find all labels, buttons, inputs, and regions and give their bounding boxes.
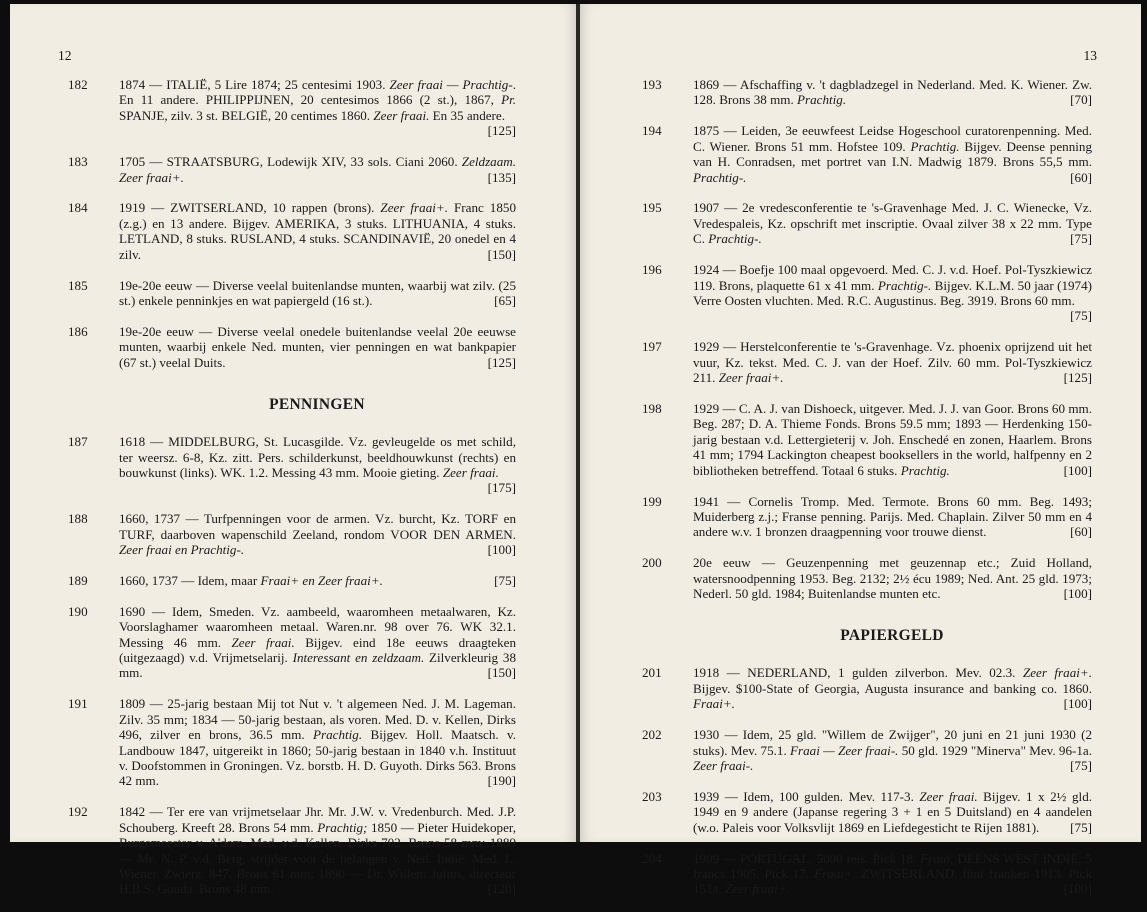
condition-grade: Zeer fraai+. bbox=[380, 200, 448, 216]
condition-grade: Prachtig-. bbox=[877, 277, 932, 293]
lot-description bbox=[119, 573, 516, 588]
lot-entry bbox=[68, 804, 516, 896]
description-text: 20e eeuw — Geuzenpenning met geuzennap etc.; Zuid Holland, watersnoodpenning 1953. Beg. 2132; 2½ écu 1989; Ned. Ant. 25 gld. 1973; Nederl. 50 gld. 1984; Buitenlandse munten etc. bbox=[693, 555, 1092, 602]
condition-grade: Zeer fraai+. bbox=[1022, 665, 1092, 681]
condition-grade: Zeer fraai+. bbox=[725, 881, 790, 897]
lot-number: 189 bbox=[68, 572, 88, 588]
lot-estimate: [75] bbox=[1070, 308, 1092, 324]
lot-entry bbox=[642, 77, 1092, 108]
lot-estimate: [190] bbox=[487, 773, 516, 789]
lot-entry bbox=[68, 573, 516, 588]
lot-number: 202 bbox=[642, 727, 662, 743]
lot-description bbox=[693, 123, 1092, 185]
right-page bbox=[580, 4, 1141, 897]
lot-description bbox=[693, 262, 1092, 324]
lot-estimate: [100] bbox=[1063, 696, 1092, 712]
lot-estimate: [65] bbox=[494, 292, 516, 308]
lot-number: 190 bbox=[68, 603, 88, 619]
lot-entry bbox=[68, 200, 516, 262]
condition-grade: Fraai+. bbox=[814, 866, 857, 882]
description-text: Bijgev. eind 18e eeuws draagteken (uitgezaagd) v.d. Vrijmetselarij. bbox=[119, 634, 517, 666]
lot-description bbox=[119, 200, 516, 262]
lot-number: 199 bbox=[642, 493, 662, 509]
description-text: 1909 — PORTUGAL, 5000 reis. Pick 18. bbox=[693, 850, 921, 866]
lot-estimate: [100] bbox=[487, 542, 516, 558]
description-text: 50 gld. 1929 "Minerva" Mev. 96-1a. bbox=[898, 742, 1092, 758]
description-text: 1809 — 25-jarig bestaan Mij tot Nut v. 't algemeen Ned. J. M. Lageman. Zilv. 35 mm; 1834 — 50-jarig bestaan, als voren. Med. D. v. Kellen, Dirks 496, zilver en brons, 36.5 mm. bbox=[119, 696, 516, 743]
lot-estimate: [75] bbox=[494, 572, 516, 588]
lot-estimate: [100] bbox=[1063, 586, 1092, 602]
description-text: 1660, 1737 — Idem, maar bbox=[119, 572, 261, 588]
condition-grade: Prachtig. bbox=[797, 92, 847, 108]
lot-description bbox=[693, 727, 1092, 773]
lot-number: 194 bbox=[642, 123, 662, 139]
lot-description bbox=[119, 154, 516, 185]
lot-number: 196 bbox=[642, 262, 662, 278]
lot-number: 187 bbox=[68, 434, 88, 450]
lot-number: 195 bbox=[642, 200, 662, 216]
description-text: 1869 — Afschaffing v. 't dagbladzegel in Nederland. Med. K. Wiener. Zw. 128. Brons 38 mm. bbox=[693, 77, 1092, 108]
condition-grade: Prachtig. bbox=[900, 462, 950, 478]
condition-grade: Zeer fraai. bbox=[373, 107, 430, 123]
book-spread bbox=[10, 4, 1141, 897]
condition-grade: Prachtig. bbox=[910, 138, 960, 154]
lot-entry bbox=[642, 200, 1092, 246]
condition-grade: Prachtig-. bbox=[708, 231, 762, 247]
lot-estimate: [75] bbox=[1070, 231, 1092, 247]
condition-grade: Prachtig. bbox=[313, 727, 363, 743]
condition-grade: Zeer fraai. bbox=[919, 788, 978, 804]
lot-number: 183 bbox=[68, 154, 88, 170]
description-text: 1929 — C. A. J. van Dishoeck, uitgever. Med. J. J. van Goor. Brons 60 mm. Beg. 287; D. A. Thieme Fonds. Brons 59.5 mm; 1893 — Herdenking 150-jarig bestaan v.d. Lettergieterij v. Joh. Enschedé en zonen, Haarlem. Brons 41 mm; 1794 Lackington cheapest booksellers in the world, halfpenny en 2 bibliotheken betreffend. Totaal 6 stuks. bbox=[693, 401, 1092, 478]
description-text: Franc 1850 (z.g.) en 13 andere. Bijgev. AMERIKA, 3 stuks. LITHUANIA, 4 stuks. LETLAND, 8 stuks. RUSLAND, 4 stuks. SCANDINAVIË, 20 onedel en 4 zilv. bbox=[119, 200, 516, 262]
lot-entry bbox=[642, 555, 1092, 601]
lot-entry bbox=[68, 278, 516, 309]
description-text: 1918 — NEDERLAND, 1 gulden zilverbon. Mev. 02.3. bbox=[693, 665, 1023, 681]
lot-entry bbox=[642, 851, 1092, 897]
condition-grade: Zeldzaam. Zeer fraai+. bbox=[119, 154, 516, 185]
description-text: DEENS WEST INDIË, 5 francs 1905. Pick 17. bbox=[693, 850, 1092, 882]
description-text: 19e-20e eeuw — Diverse veelal buitenlandse munten, waarbij wat zilv. (25 st.) enkele penninkjes en wat papiergeld (16 st.). bbox=[119, 277, 516, 308]
description-text: 1850 — Pieter Huidekoper, Burgemeester v. A'dam. Med. v.d. Kellen. Dirks 702. Brons 58 mm; 1889 — Mr. N. P. v.d. Berg, strijder voor de belangen v. Ned. Indië. Med. L. Wiener. Zwierz. 847. Brons 61 mm; 1890 — Dr. Willem Julius, directeur H.B.S. Gouda. Brons 48 mm. bbox=[119, 819, 516, 897]
lot-entry bbox=[642, 789, 1092, 835]
lot-description bbox=[693, 494, 1092, 540]
description-text: ZWITSERLAND, fünf franken 1913. Pick 151a. bbox=[693, 866, 1092, 897]
lot-description bbox=[119, 77, 516, 139]
lot-number: 182 bbox=[68, 77, 88, 92]
lot-entry bbox=[642, 339, 1092, 385]
lot-estimate: [150] bbox=[487, 246, 516, 262]
description-text: 1929 — Herstelconferentie te 's-Gravenhage. Vz. phoenix oprijzend uit het vuur, Kz. tekst. Med. C. J. van der Hoef. Zilv. 60 mm. Pol-Tyszkiewicz 211. bbox=[693, 339, 1092, 386]
lot-description bbox=[119, 434, 516, 496]
lot-entry bbox=[68, 434, 516, 496]
lot-entry bbox=[68, 154, 516, 185]
lot-number: 198 bbox=[642, 401, 662, 416]
description-text: En 35 andere. bbox=[429, 107, 505, 123]
description-text: 1690 — Idem, Smeden. Vz. aambeeld, waaromheen metaalwaren, Kz. Voorslaghamer waaromheen metaal. Waren.nr. 98 over 76. WK 32.1. Messing 46 mm. bbox=[119, 603, 516, 650]
lot-entry bbox=[642, 727, 1092, 773]
lot-estimate: [60] bbox=[1070, 524, 1092, 540]
condition-grade: Zeer fraai. bbox=[231, 634, 295, 650]
lot-description bbox=[119, 278, 516, 309]
lot-list bbox=[642, 77, 1092, 912]
lot-description bbox=[693, 555, 1092, 601]
condition-grade: Fraai+ en Zeer fraai+. bbox=[260, 572, 383, 588]
description-text: 1842 — Ter ere van vrijmetselaar Jhr. Mr. J.W. v. Vredenburch. Med. J.P. Schouberg. Kreeft 28. Brons 54 mm. bbox=[119, 804, 516, 835]
description-text: 1941 — Cornelis Tromp. Med. Termote. Brons 60 mm. Beg. 1493; Muiderberg z.j.; Franse penning. Parijs. Med. Chaplain. Zilver 50 mm en 4 andere w.v. 1 bronzen draagpenning voor trouwe dienst. bbox=[693, 493, 1092, 540]
lot-estimate: [150] bbox=[487, 665, 516, 681]
lot-description bbox=[693, 665, 1092, 711]
description-text: Bijgev. Holl. Maatsch. v. Landbouw 1847, uitgereikt in 1860; 50-jarig bestaan in 1840 v.h. Instituut v. Doofstommen in Groningen. Vz. borstb. H. D. Guyoth. Dirks 563. Brons 42 mm. bbox=[119, 727, 516, 789]
section-heading: PAPIERGELD bbox=[840, 627, 944, 645]
lot-description bbox=[693, 851, 1092, 897]
description-text: . En 11 andere. PHILIPPIJNEN, 20 centesimos 1866 (2 st.), 1867, bbox=[119, 77, 516, 108]
condition-grade: Prachtig-. bbox=[693, 169, 747, 185]
lot-entry bbox=[68, 77, 516, 139]
lot-entry bbox=[642, 401, 1092, 478]
condition-grade: Pr. bbox=[501, 92, 516, 108]
condition-grade: Interessant en zeldzaam. bbox=[292, 650, 425, 666]
lot-number: 192 bbox=[68, 804, 88, 820]
description-text: 1930 — Idem, 25 gld. "Willem de Zwijger", 20 juni en 21 juni 1930 (2 stuks). Mev. 75.1. bbox=[693, 727, 1092, 758]
left-page bbox=[10, 4, 576, 897]
description-text: 19e-20e eeuw — Diverse veelal onedele buitenlandse veelal 20e eeuwse munten, waarbij enkele Ned. munten, vier penningen en wat bankpapier (67 st.) veelal Duits. bbox=[119, 323, 516, 370]
lot-estimate: [100] bbox=[1063, 881, 1092, 897]
condition-grade: Zeer fraai en Prachtig-. bbox=[119, 542, 245, 558]
lot-estimate: [100] bbox=[1063, 462, 1092, 478]
lot-entry bbox=[68, 604, 516, 681]
lot-estimate: [120] bbox=[487, 881, 516, 897]
condition-grade: Fraai. bbox=[920, 850, 954, 866]
description-text: 1874 — ITALIË, 5 Lire 1874; 25 centesimi 1903. bbox=[119, 77, 390, 92]
condition-grade: Zeer fraai — Prachtig- bbox=[389, 77, 513, 92]
description-text: Bijgev. $100-State of Georgia, Augusta insurance and banking co. 1860. bbox=[693, 680, 1092, 696]
description-text: 1939 — Idem, 100 gulden. Mev. 117-3. bbox=[693, 788, 920, 804]
lot-entry bbox=[68, 324, 516, 370]
lot-entry bbox=[642, 262, 1092, 324]
description-text: 1919 — ZWITSERLAND, 10 rappen (brons). bbox=[119, 200, 381, 216]
lot-number: 193 bbox=[642, 77, 662, 92]
lot-description bbox=[693, 339, 1092, 385]
lot-description bbox=[119, 696, 516, 788]
lot-description bbox=[693, 401, 1092, 478]
condition-grade: Zeer fraai. bbox=[442, 464, 499, 480]
description-text: Bijgev. 1 x 2½ gld. 1949 en 9 andere (Japanse regering 3 + 1 en 5 Duitsland) en 4 aandelen (w.o. Paleis voor Volksvlijt 1869 en Liefdegesticht te Rijen 1881). bbox=[693, 788, 1093, 835]
lot-description bbox=[119, 511, 516, 557]
description-text: Bijgev. K.L.M. 50 jaar (1974) Verre Oosten vluchten. Med. R.C. Augustinus. Beg. 3919. Brons 60 mm. bbox=[693, 277, 1092, 308]
condition-grade: Zeer fraai-. bbox=[693, 758, 754, 773]
condition-grade: Zeer fraai+. bbox=[718, 370, 784, 386]
lot-estimate: [75] bbox=[1070, 758, 1092, 773]
description-text: 1875 — Leiden, 3e eeuwfeest Leidse Hogeschool curatorenpenning. Med. C. Wiener. Brons 51 mm. Hofstee 109. bbox=[693, 123, 1092, 154]
lot-description bbox=[119, 804, 516, 896]
lot-number: 204 bbox=[642, 850, 662, 866]
lot-entry bbox=[642, 494, 1092, 540]
description-text: Zilverkleurig 38 mm. bbox=[119, 650, 516, 681]
description-text: 1924 — Boefje 100 maal opgevoerd. Med. C. J. v.d. Hoef. Pol-Tyszkiewicz 119. Brons, plaquette 61 x 41 mm. bbox=[693, 262, 1092, 293]
lot-estimate: [125] bbox=[487, 354, 516, 370]
description-text: 1907 — 2e vredesconferentie te 's-Gravenhage Med. J. C. Wienecke, Vz. Vredespaleis, Kz. opschrift met inscriptie. Ovaal zilver 38 x 22 mm. Type C. bbox=[693, 200, 1092, 247]
lot-estimate: [125] bbox=[1063, 370, 1092, 386]
lot-estimate: [135] bbox=[487, 169, 516, 185]
description-text: 1618 — MIDDELBURG, St. Lucasgilde. Vz. gevleugelde os met schild, ter weersz. 6-8, Kz. zitt. Pers. schilderkunst, beeldhouwkunst (rechts) en bouwkunst (links). WK. 1.2. Messing 43 mm. Mooie gieting. bbox=[119, 434, 516, 480]
lot-number: 186 bbox=[68, 323, 88, 339]
lot-estimate: [75] bbox=[1070, 819, 1092, 835]
lot-entry bbox=[642, 665, 1092, 711]
lot-number: 185 bbox=[68, 277, 88, 293]
lot-number: 184 bbox=[68, 200, 88, 216]
lot-entry bbox=[68, 696, 516, 788]
lot-description bbox=[693, 77, 1092, 108]
lot-list bbox=[68, 77, 516, 912]
lot-entry bbox=[68, 511, 516, 557]
lot-estimate: [70] bbox=[1070, 92, 1092, 108]
page-number: 12 bbox=[58, 48, 72, 63]
lot-number: 200 bbox=[642, 555, 662, 571]
description-text: 1660, 1737 — Turfpenningen voor de armen. Vz. burcht, Kz. TORF en TURF, daarboven wapenschild Zeeland, rondom VOOR DEN ARMEN. bbox=[119, 511, 516, 542]
lot-estimate: [175] bbox=[487, 480, 516, 496]
condition-grade: Fraai+. bbox=[693, 696, 735, 712]
condition-grade: Fraai — Zeer fraai-. bbox=[790, 742, 899, 758]
description-text: SPANJE, zilv. 3 st. BELGIË, 20 centimes 1860. bbox=[119, 107, 374, 123]
description-text: Bijgev. Deense penning van H. Conradsen, met portret van I.N. Madwig 1879. Brons 55,5 mm. bbox=[693, 138, 1092, 170]
lot-estimate: [125] bbox=[487, 123, 516, 139]
page-number: 13 bbox=[1083, 48, 1097, 63]
lot-number: 188 bbox=[68, 511, 88, 527]
section-heading: PENNINGEN bbox=[269, 396, 365, 414]
lot-number: 201 bbox=[642, 665, 662, 681]
description-text: 1705 — STRAATSBURG, Lodewijk XIV, 33 sols. Ciani 2060. bbox=[119, 154, 462, 170]
lot-number: 197 bbox=[642, 339, 662, 355]
lot-number: 191 bbox=[68, 696, 88, 712]
lot-description bbox=[693, 789, 1092, 835]
lot-description bbox=[119, 604, 516, 681]
lot-estimate: [60] bbox=[1070, 169, 1092, 185]
lot-number: 203 bbox=[642, 788, 662, 804]
condition-grade: Prachtig; bbox=[317, 819, 368, 835]
lot-description bbox=[693, 200, 1092, 246]
lot-description bbox=[119, 324, 516, 370]
lot-entry bbox=[642, 123, 1092, 185]
